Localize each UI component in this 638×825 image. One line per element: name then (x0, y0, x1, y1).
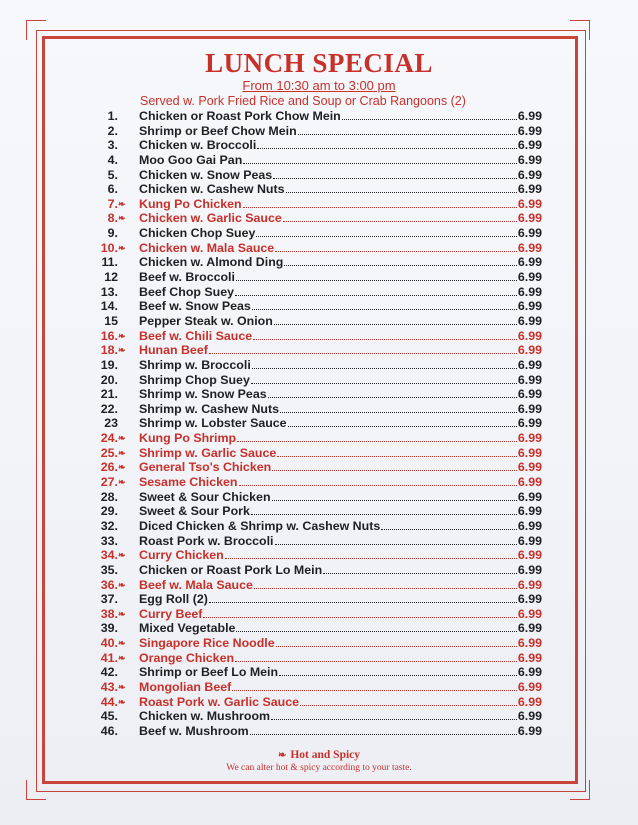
menu-item-price: 6.99 (517, 357, 542, 372)
menu-item-line (139, 446, 542, 461)
menu-item-price: 6.99 (517, 387, 542, 402)
menu-item-name: Egg Roll (2) (139, 592, 208, 607)
menu-item-number: 20. (100, 372, 118, 387)
menu-item-number: 5. (107, 167, 118, 182)
dot-leader (283, 211, 517, 222)
menu-item (96, 182, 542, 197)
menu-item-name: Roast Pork w. Broccoli (139, 533, 274, 548)
menu-item-line (139, 416, 542, 431)
menu-item-name: Beef w. Mushroom (139, 723, 249, 738)
corner-ornament-bottom-right (570, 780, 590, 800)
menu-item-name: Shrimp or Beef Lo Mein (139, 665, 279, 680)
menu-item-name: Orange Chicken (139, 650, 235, 665)
menu-item (96, 226, 542, 241)
menu-item (96, 504, 542, 519)
menu-item-line (139, 211, 542, 226)
menu-item-line (139, 285, 542, 300)
menu-item-line (139, 329, 542, 344)
dot-leader (253, 329, 517, 340)
menu-item-price: 6.99 (517, 211, 542, 226)
menu-item-number: 2. (107, 123, 118, 138)
menu-item-price: 6.99 (517, 679, 542, 694)
menu-item-number: 34. (100, 548, 118, 563)
menu-item-line (139, 431, 542, 446)
menu-item-price: 6.99 (517, 723, 542, 738)
menu-item (96, 709, 542, 724)
menu-item-name: Beef w. Snow Peas (139, 299, 251, 314)
menu-item (96, 578, 542, 593)
menu-item-number: 15 (104, 313, 118, 328)
menu-item (96, 621, 542, 636)
menu-item-number: 6. (107, 182, 118, 197)
dot-leader (250, 724, 517, 735)
menu-item-name: Chicken w. Mala Sauce (139, 240, 275, 255)
dot-leader (300, 695, 517, 706)
menu-item-line (139, 607, 542, 622)
menu-item-line (139, 270, 542, 285)
menu-item (96, 665, 542, 680)
menu-item-price: 6.99 (517, 255, 542, 270)
menu-item-line (139, 665, 542, 680)
menu-item-line (139, 475, 542, 490)
menu-item-name: Mixed Vegetable (139, 621, 236, 636)
menu-item-name: Kung Po Shrimp (139, 431, 237, 446)
menu-item-number: 46. (100, 723, 118, 738)
menu-item-price: 6.99 (517, 694, 542, 709)
menu-item (96, 373, 542, 388)
menu-item (96, 138, 542, 153)
menu-item-price: 6.99 (517, 548, 542, 563)
menu-item (96, 695, 542, 710)
dot-leader (273, 168, 517, 179)
menu-item-number: 12 (104, 270, 118, 285)
menu-item-number: 21. (100, 387, 118, 402)
menu-item-line (139, 182, 542, 197)
dot-leader (256, 226, 517, 237)
chili-pepper-icon: ❧ (118, 579, 126, 590)
menu-item-name: Singapore Rice Noodle (139, 636, 275, 651)
menu-item-price: 6.99 (517, 445, 542, 460)
menu-item-name: Chicken w. Cashew Nuts (139, 182, 285, 197)
chili-pepper-icon: ❧ (118, 462, 126, 473)
menu-item-name: Shrimp Chop Suey (139, 372, 250, 387)
menu-item-name: Shrimp w. Snow Peas (139, 387, 267, 402)
menu-item-line (139, 197, 542, 212)
menu-item (96, 358, 542, 373)
dot-leader (272, 490, 517, 501)
menu-item-price: 6.99 (517, 109, 542, 123)
menu-item-price: 6.99 (517, 123, 542, 138)
menu-item-name: Roast Pork w. Garlic Sauce (139, 694, 299, 709)
menu-item (96, 563, 542, 578)
menu-item-line (139, 519, 542, 534)
menu-item-line (139, 343, 542, 358)
menu-item-name: Beef w. Chili Sauce (139, 328, 253, 343)
dot-leader (252, 358, 517, 369)
menu-item-price: 6.99 (517, 196, 542, 211)
menu-item (96, 343, 542, 358)
menu-item (96, 431, 542, 446)
chili-pepper-icon: ❧ (118, 550, 126, 561)
menu-item-number: 24. (100, 431, 118, 446)
menu-item (96, 636, 542, 651)
menu-item-price: 6.99 (517, 138, 542, 153)
menu-item-number: 40. (100, 636, 118, 651)
chili-pepper-icon: ❧ (118, 345, 126, 356)
menu-item (96, 124, 542, 139)
menu-item-price: 6.99 (517, 226, 542, 241)
menu-item-price: 6.99 (517, 372, 542, 387)
menu-item-price: 6.99 (517, 577, 542, 592)
menu-item-name: Hunan Beef (139, 343, 208, 358)
menu-item-number: 45. (100, 709, 118, 724)
menu-item-line (139, 504, 542, 519)
menu-item-name: Sesame Chicken (139, 475, 238, 490)
spicy-legend-label: Hot and Spicy (290, 749, 361, 761)
menu-item-line (139, 402, 542, 417)
dot-leader (284, 255, 517, 266)
menu-item-number: 8. (107, 211, 118, 226)
menu-item (96, 387, 542, 402)
menu-item-line (139, 709, 542, 724)
dot-leader (275, 534, 517, 545)
menu-item-number: 7. (107, 196, 118, 211)
dot-leader (280, 402, 517, 413)
menu-item-name: Mongolian Beef (139, 679, 232, 694)
hours-line (0, 78, 638, 93)
menu-item-price: 6.99 (517, 284, 542, 299)
menu-item-number: 19. (100, 357, 118, 372)
menu-item-line (139, 460, 542, 475)
chili-pepper-icon: ❧ (118, 652, 126, 663)
menu-item-number: 38. (100, 606, 118, 621)
menu-item-name: Chicken w. Mushroom (139, 709, 271, 724)
menu-item-line (139, 695, 542, 710)
menu-item-line (139, 592, 542, 607)
menu-item (96, 168, 542, 183)
menu-item-name: Chicken w. Broccoli (139, 138, 257, 153)
menu-item-name: Chicken w. Almond Ding (139, 255, 284, 270)
dot-leader (203, 607, 517, 618)
menu-item-price: 6.99 (517, 240, 542, 255)
menu-item (96, 475, 542, 490)
menu-item (96, 607, 542, 622)
chili-pepper-icon: ❧ (118, 681, 126, 692)
menu-item-line (139, 651, 542, 666)
menu-item-number: 43. (100, 679, 118, 694)
chili-pepper-icon: ❧ (118, 242, 126, 253)
menu-item (96, 724, 542, 739)
menu-item-number: 23 (104, 416, 118, 431)
menu-list (96, 109, 542, 739)
menu-item-name: General Tso's Chicken (139, 460, 272, 475)
menu-item-price: 6.99 (517, 182, 542, 197)
menu-item-name: Shrimp w. Lobster Sauce (139, 416, 287, 431)
dot-leader (252, 299, 517, 310)
dot-leader (271, 709, 517, 720)
menu-item (96, 299, 542, 314)
dot-leader (243, 153, 517, 164)
menu-item-number: 44. (100, 694, 118, 709)
chili-pepper-icon: ❧ (118, 477, 126, 488)
menu-item (96, 651, 542, 666)
menu-item-price: 6.99 (517, 460, 542, 475)
menu-item-price: 6.99 (517, 431, 542, 446)
menu-item-number: 13. (100, 284, 118, 299)
menu-item (96, 680, 542, 695)
corner-ornament-top-right (570, 20, 590, 40)
menu-item-price: 6.99 (517, 343, 542, 358)
menu-item (96, 109, 542, 124)
menu-item-number: 22. (100, 401, 118, 416)
corner-ornament-bottom-left (26, 780, 46, 800)
menu-item-number: 41. (100, 650, 118, 665)
dot-leader (209, 592, 517, 603)
menu-item-number: 1. (107, 109, 118, 123)
dot-leader (277, 446, 517, 457)
menu-item-price: 6.99 (517, 592, 542, 607)
menu-item-name: Curry Beef (139, 606, 203, 621)
menu-item (96, 285, 542, 300)
menu-item-number: 18. (100, 343, 118, 358)
dot-leader (268, 387, 517, 398)
spicy-note: We can alter hot & spicy according to your taste. (226, 763, 412, 773)
menu-item-name: Beef w. Broccoli (139, 270, 235, 285)
menu-item-line (139, 373, 542, 388)
menu-item-line (139, 358, 542, 373)
chili-pepper-icon: ❧ (118, 447, 126, 458)
dot-leader (209, 343, 517, 354)
menu-item (96, 329, 542, 344)
menu-item (96, 255, 542, 270)
menu-item-line (139, 226, 542, 241)
dot-leader (274, 314, 517, 325)
menu-item (96, 490, 542, 505)
dot-leader (272, 460, 517, 471)
menu-item-number: 16. (100, 328, 118, 343)
menu-item-line (139, 255, 542, 270)
menu-item-price: 6.99 (517, 606, 542, 621)
menu-item-number: 35. (100, 562, 118, 577)
menu-item-name: Shrimp w. Cashew Nuts (139, 401, 279, 416)
chili-pepper-icon: ❧ (118, 213, 126, 224)
menu-item-name: Kung Po Chicken (139, 196, 242, 211)
dot-leader (235, 651, 517, 662)
menu-item-line (139, 724, 542, 739)
menu-item-price: 6.99 (517, 299, 542, 314)
dot-leader (323, 563, 517, 574)
menu-item-price: 6.99 (517, 401, 542, 416)
menu-item-line (139, 563, 542, 578)
chili-pepper-icon: ❧ (118, 433, 126, 444)
menu-item-price: 6.99 (517, 621, 542, 636)
menu-item-name: Shrimp w. Garlic Sauce (139, 445, 277, 460)
menu-item-name: Chicken or Roast Pork Lo Mein (139, 562, 323, 577)
dot-leader (279, 665, 517, 676)
menu-item (96, 592, 542, 607)
menu-item-name: Pepper Steak w. Onion (139, 313, 273, 328)
menu-item-name: Shrimp or Beef Chow Mein (139, 123, 297, 138)
menu-item-number: 9. (107, 226, 118, 241)
menu-item-price: 6.99 (517, 533, 542, 548)
chili-pepper-icon: ❧ (118, 696, 126, 707)
menu-item (96, 460, 542, 475)
menu-item-number: 27. (100, 475, 118, 490)
menu-item-name: Beef w. Mala Sauce (139, 577, 253, 592)
dot-leader (254, 578, 517, 589)
menu-item-price: 6.99 (517, 562, 542, 577)
menu-item-line (139, 490, 542, 505)
menu-item-line (139, 168, 542, 183)
dot-leader (298, 124, 517, 135)
dot-leader (288, 416, 517, 427)
menu-item-line (139, 109, 542, 124)
menu-item-number: 39. (100, 621, 118, 636)
menu-item-line (139, 124, 542, 139)
menu-item-number: 42. (100, 665, 118, 680)
menu-item-line (139, 621, 542, 636)
menu-item-price: 6.99 (517, 504, 542, 519)
menu-item-price: 6.99 (517, 167, 542, 182)
menu-item-name: Chicken w. Garlic Sauce (139, 211, 282, 226)
menu-item-number: 29. (100, 504, 118, 519)
menu-item-price: 6.99 (517, 416, 542, 431)
menu-item-line (139, 153, 542, 168)
dot-leader (342, 109, 517, 120)
menu-item-line (139, 680, 542, 695)
dot-leader (225, 548, 517, 559)
menu-item (96, 548, 542, 563)
menu-item-number: 33. (100, 533, 118, 548)
menu-item-number: 32. (100, 518, 118, 533)
menu-item (96, 402, 542, 417)
menu-item (96, 519, 542, 534)
dot-leader (257, 138, 517, 149)
menu-item (96, 446, 542, 461)
menu-item-price: 6.99 (517, 709, 542, 724)
dot-leader (236, 621, 516, 632)
menu-item-number: 37. (100, 592, 118, 607)
menu-item (96, 241, 542, 256)
menu-item-number: 25. (100, 445, 118, 460)
menu-item-price: 6.99 (517, 313, 542, 328)
menu-item (96, 270, 542, 285)
menu-item-name: Shrimp w. Broccoli (139, 357, 251, 372)
chili-pepper-icon: ❧ (118, 198, 126, 209)
menu-item-name: Chicken Chop Suey (139, 226, 256, 241)
menu-item-line (139, 314, 542, 329)
menu-item-number: 28. (100, 489, 118, 504)
dot-leader (243, 197, 517, 208)
menu-item-price: 6.99 (517, 270, 542, 285)
dot-leader (275, 241, 517, 252)
menu-item-number: 14. (100, 299, 118, 314)
menu-item-line (139, 387, 542, 402)
dot-leader (251, 504, 517, 515)
menu-item-line (139, 299, 542, 314)
dot-leader (239, 475, 517, 486)
menu-item (96, 197, 542, 212)
menu-item-name: Diced Chicken & Shrimp w. Cashew Nuts (139, 518, 381, 533)
menu-item-price: 6.99 (517, 489, 542, 504)
menu-item-price: 6.99 (517, 518, 542, 533)
served-with-note: Served w. Pork Fried Rice and Soup or Crab Rangoons (2) (140, 94, 466, 108)
menu-item-price: 6.99 (517, 636, 542, 651)
menu-item (96, 153, 542, 168)
menu-item-price: 6.99 (517, 328, 542, 343)
menu-item-name: Curry Chicken (139, 548, 224, 563)
menu-item (96, 416, 542, 431)
menu-item-name: Chicken w. Snow Peas (139, 167, 273, 182)
menu-item (96, 211, 542, 226)
menu-item (96, 314, 542, 329)
page-title: LUNCH SPECIAL (205, 48, 433, 78)
menu-item-number: 4. (107, 152, 118, 167)
menu-item-number: 11. (101, 255, 118, 270)
menu-item-name: Moo Goo Gai Pan (139, 152, 243, 167)
menu-item-number: 26. (100, 460, 118, 475)
menu-item-line (139, 578, 542, 593)
chili-pepper-icon: ❧ (118, 638, 126, 649)
menu-item-price: 6.99 (517, 665, 542, 680)
spicy-legend (0, 749, 638, 761)
menu-item-name: Beef Chop Suey (139, 284, 235, 299)
menu-item-line (139, 548, 542, 563)
hours-text: From 10:30 am to 3:00 pm (242, 78, 396, 93)
menu-item-name: Sweet & Sour Chicken (139, 489, 271, 504)
menu-item-number: 3. (107, 138, 118, 153)
dot-leader (286, 182, 517, 193)
dot-leader (235, 285, 517, 296)
menu-item-line (139, 138, 542, 153)
menu-item-price: 6.99 (517, 152, 542, 167)
menu-item (96, 534, 542, 549)
dot-leader (236, 270, 517, 281)
menu-item-number: 10. (100, 240, 118, 255)
menu-item-name: Chicken or Roast Pork Chow Mein (139, 109, 341, 123)
chili-pepper-icon: ❧ (118, 608, 126, 619)
menu-item-price: 6.99 (517, 650, 542, 665)
dot-leader (276, 636, 517, 647)
corner-ornament-top-left (26, 20, 46, 40)
menu-item-line (139, 241, 542, 256)
chili-pepper-icon: ❧ (118, 330, 126, 341)
menu-item-number: 36. (100, 577, 118, 592)
menu-item-price: 6.99 (517, 475, 542, 490)
menu-item-name: Sweet & Sour Pork (139, 504, 250, 519)
dot-leader (232, 680, 517, 691)
menu-item-line (139, 534, 542, 549)
dot-leader (237, 431, 517, 442)
dot-leader (381, 519, 517, 530)
chili-pepper-icon: ❧ (277, 750, 287, 761)
dot-leader (251, 373, 517, 384)
menu-item-line (139, 636, 542, 651)
